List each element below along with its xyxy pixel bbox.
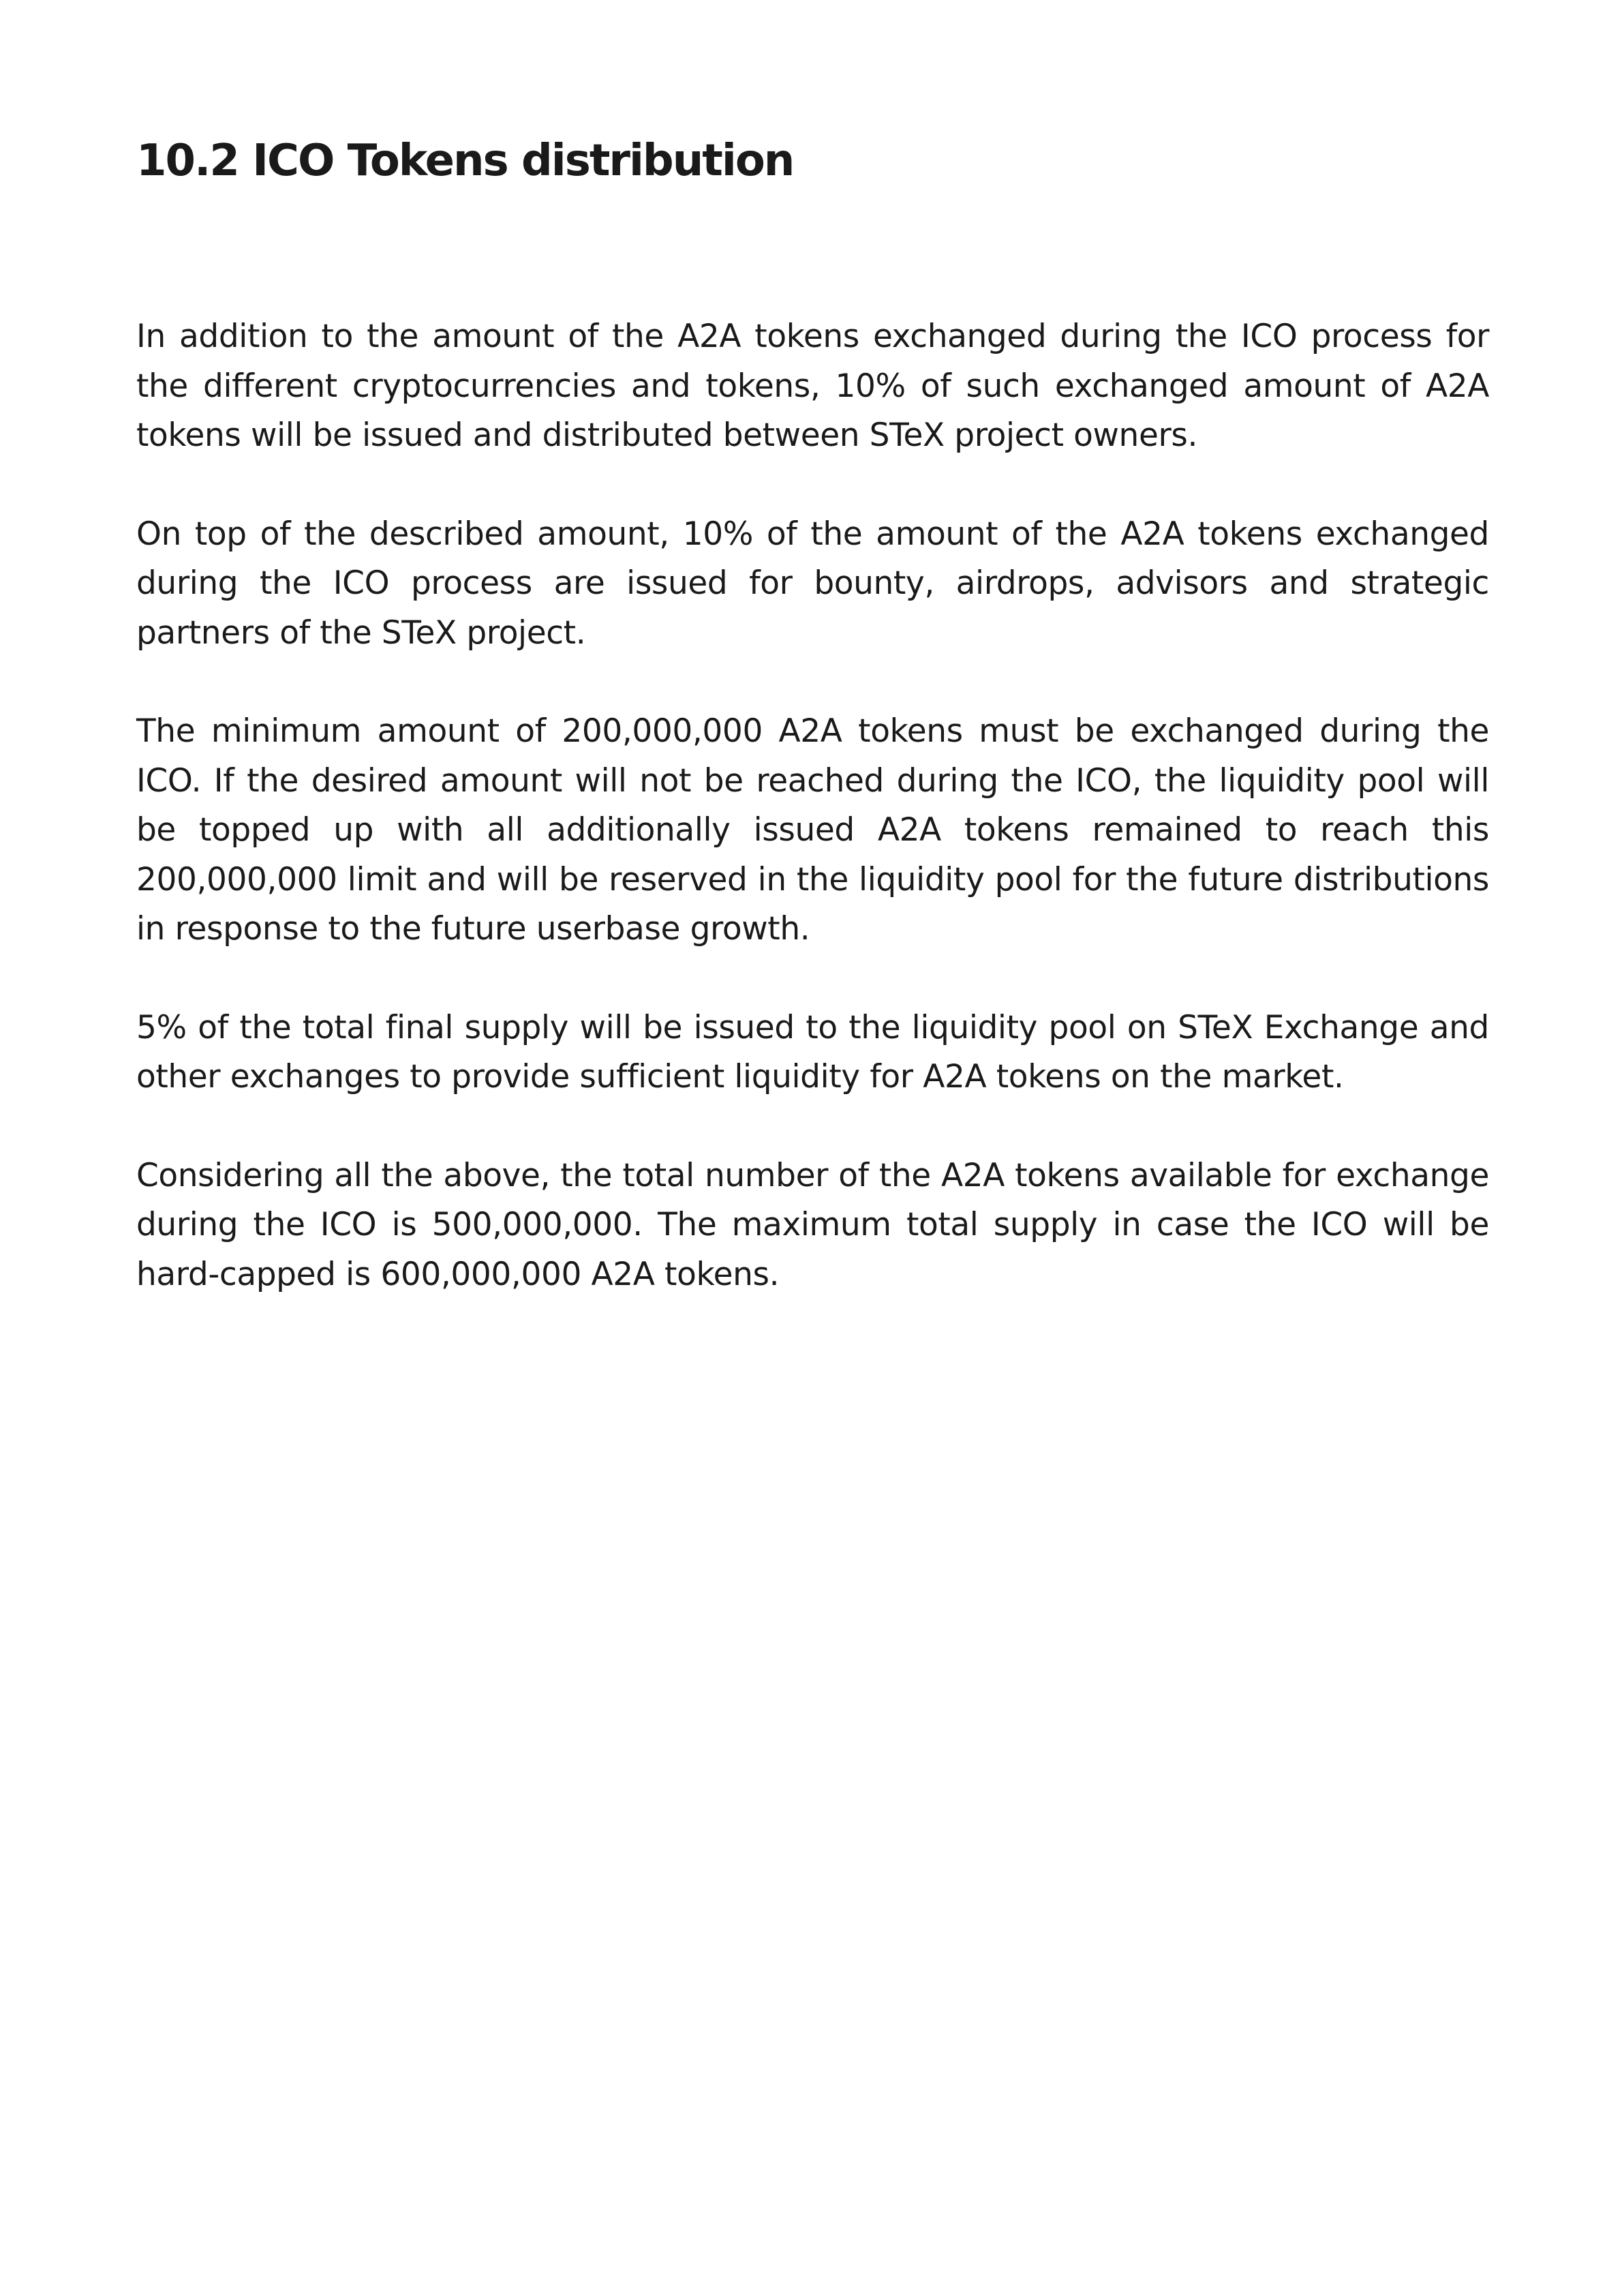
section-title: 10.2 ICO Tokens distribution [136,136,794,186]
paragraph-total-supply: Considering all the above, the total number of the A2A tokens available for exchange during the ICO is 500,000,000. The maximum total supply in case the ICO will be hard-capped is 600,000,000 A2A tokens. [136,1156,1489,1293]
paragraph-bonus-owners: In addition to the amount of the A2A tokens exchanged during the ICO process for the different cryptocurrencies and tokens, 10% of such exchanged amount of A2A tokens will be issued and distributed between STeX project owners. [136,318,1489,454]
paragraph-liquidity-pool: 5% of the total final supply will be issued to the liquidity pool on STeX Exchange and other exchanges to provide sufficient liquidity for A2A tokens on the market. [136,1008,1489,1096]
body-text [136,312,1489,1348]
paragraph-bounty-advisors: On top of the described amount, 10% of the amount of the A2A tokens exchanged during the ICO process are issued for bounty, airdrops, advisors and strategic partners of the STeX project. [136,515,1489,652]
paragraph-minimum-amount: The minimum amount of 200,000,000 A2A tokens must be exchanged during the ICO. If the desired amount will not be reached during the ICO, the liquidity pool will be topped up with all additionally issued A2A tokens remained to reach this 200,000,000 limit and will be reserved in the liquidity pool for the future distributions in response to the future userbase growth. [136,712,1489,948]
